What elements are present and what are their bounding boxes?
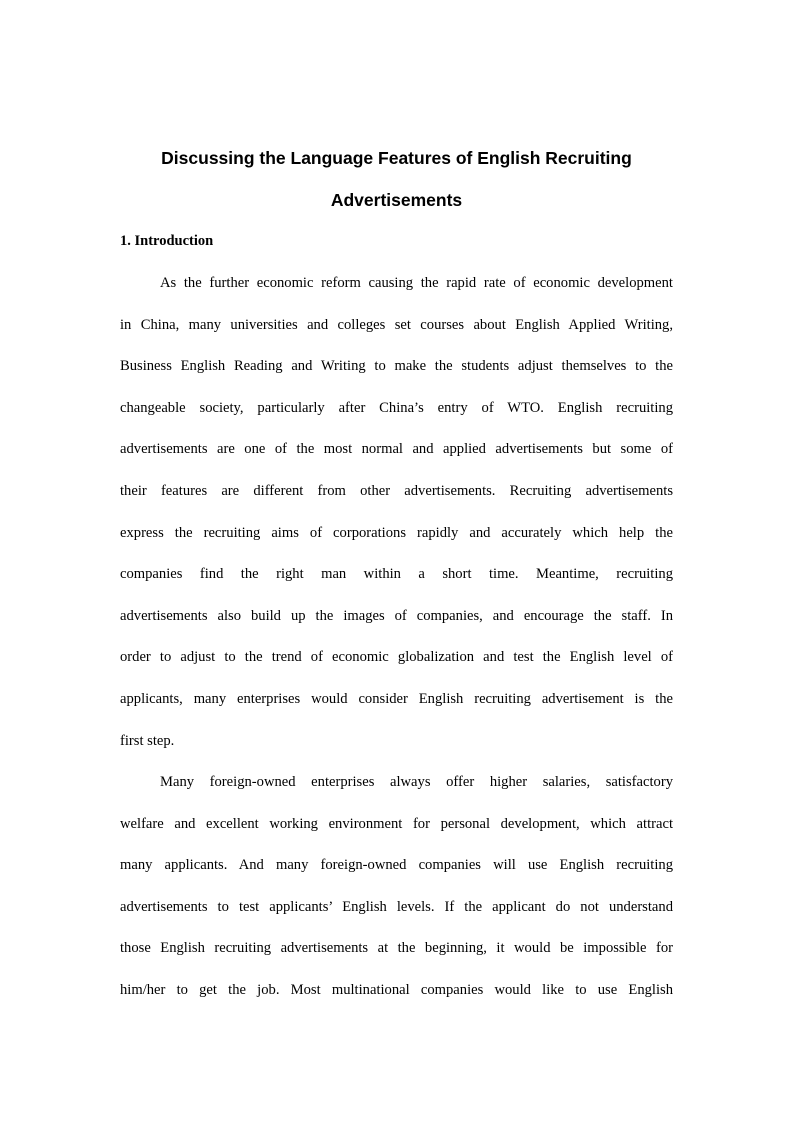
paragraph-1 [120,263,673,762]
paragraph-line: him/her to get the job. Most multinational companies would like to use English [120,981,673,998]
title-line-2: Advertisements [330,190,463,210]
paragraph-2 [120,762,673,1012]
paragraph-line: advertisements are one of the most normal and applied advertisements but some of [120,441,673,458]
paragraph-line: order to adjust to the trend of economic globalization and test the English level of [120,649,673,666]
title-line-1: Discussing the Language Features of English Recruiting [161,148,632,168]
paragraph-line: Business English Reading and Writing to make the students adjust themselves to the [120,358,673,375]
paragraph-line: changeable society, particularly after China’s entry of WTO. English recruiting [120,399,673,416]
paragraph-line: As the further economic reform causing the rapid rate of economic development [160,275,673,291]
paragraph-line: those English recruiting advertisements at the beginning, it would be impossible for [120,940,673,957]
paragraph-line: express the recruiting aims of corporations rapidly and accurately which help the [120,524,673,541]
paragraph-line: Many foreign-owned enterprises always offer higher salaries, satisfactory [160,774,673,790]
paragraph-line: their features are different from other advertisements. Recruiting advertisements [120,482,673,499]
paragraph-line: welfare and excellent working environment for personal development, which attract [120,815,673,832]
paragraph-line: in China, many universities and colleges set courses about English Applied Writing, [120,316,673,333]
paragraph-line: applicants, many enterprises would consider English recruiting advertisement is the [120,690,673,707]
paragraph-line: many applicants. And many foreign-owned companies will use English recruiting [120,857,673,874]
paragraph-line: advertisements also build up the images of companies, and encourage the staff. In [120,607,673,624]
paragraph-line: advertisements to test applicants’ English levels. If the applicant do not understand [120,898,673,915]
paragraph-line: first step. [120,732,175,749]
paragraph-line: companies find the right man within a short time. Meantime, recruiting [120,566,673,583]
section-heading-introduction: 1. Introduction [120,233,214,249]
